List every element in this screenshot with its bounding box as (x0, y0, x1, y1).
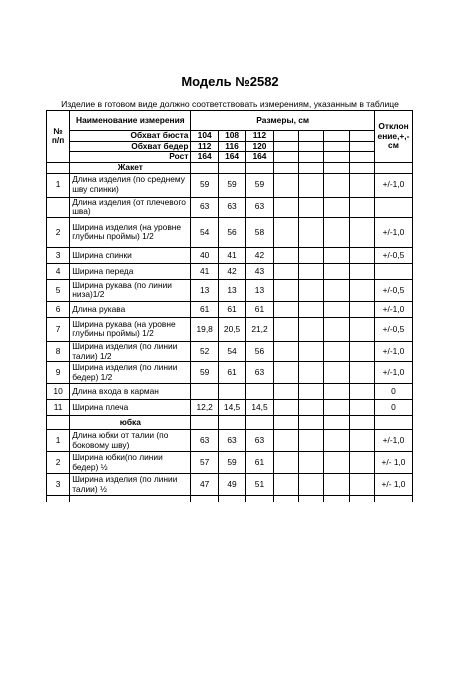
table-row (47, 430, 413, 452)
empty-cell (298, 131, 323, 142)
empty-cell (349, 317, 374, 341)
empty-cell (273, 217, 298, 247)
tolerance-cell: +/-1,0 (374, 173, 412, 197)
empty-cell (191, 162, 218, 173)
measurement-name: Длина рукава (70, 301, 191, 317)
table-row (47, 384, 413, 400)
value-cell: 61 (246, 301, 273, 317)
table-row (47, 263, 413, 279)
empty-cell (298, 247, 323, 263)
value-cell: 54 (191, 217, 218, 247)
empty-cell (273, 341, 298, 361)
empty-cell (324, 496, 349, 502)
empty-cell (218, 496, 245, 502)
tolerance-cell: +/- 1,0 (374, 474, 412, 496)
empty-cell (349, 141, 374, 152)
measurement-name: Ширина изделия (по линии бедер) 1/2 (70, 362, 191, 384)
empty-cell (324, 301, 349, 317)
empty-cell (273, 452, 298, 474)
value-cell: 21,2 (246, 317, 273, 341)
value-cell: 47 (191, 474, 218, 496)
measurement-name: Ширина спинки (70, 247, 191, 263)
empty-cell (349, 301, 374, 317)
value-cell: 59 (191, 362, 218, 384)
empty-cell (246, 496, 273, 502)
row-number: 6 (47, 301, 70, 317)
value-cell: 20,5 (218, 317, 245, 341)
empty-cell (273, 152, 298, 163)
tolerance-cell: +/- 1,0 (374, 452, 412, 474)
table-row (47, 301, 413, 317)
row-number: 8 (47, 341, 70, 361)
row-number: 11 (47, 400, 70, 416)
empty-cell (273, 162, 298, 173)
size-cell: 164 (191, 152, 218, 163)
empty-cell (273, 141, 298, 152)
empty-cell (273, 362, 298, 384)
value-cell: 63 (191, 430, 218, 452)
value-cell: 63 (191, 197, 218, 217)
row-number: 3 (47, 474, 70, 496)
row-number: 2 (47, 452, 70, 474)
empty-cell (298, 341, 323, 361)
table-row (47, 279, 413, 301)
value-cell: 40 (191, 247, 218, 263)
empty-cell (324, 430, 349, 452)
empty-cell (349, 384, 374, 400)
value-cell (246, 384, 273, 400)
empty-cell (298, 263, 323, 279)
value-cell: 13 (191, 279, 218, 301)
empty-cell (273, 384, 298, 400)
empty-cell (273, 474, 298, 496)
empty-cell (298, 217, 323, 247)
row-number: 5 (47, 279, 70, 301)
empty-cell (273, 400, 298, 416)
empty-cell (324, 263, 349, 279)
measurement-name: Длина входа в карман (70, 384, 191, 400)
empty-cell (47, 162, 70, 173)
value-cell: 59 (246, 173, 273, 197)
empty-cell (298, 384, 323, 400)
empty-cell (349, 400, 374, 416)
value-cell: 51 (246, 474, 273, 496)
empty-cell (273, 317, 298, 341)
value-cell: 61 (246, 452, 273, 474)
value-cell: 59 (218, 452, 245, 474)
value-cell: 42 (246, 247, 273, 263)
empty-cell (349, 131, 374, 142)
value-cell: 42 (218, 263, 245, 279)
size-cell: 164 (218, 152, 245, 163)
value-cell: 13 (218, 279, 245, 301)
empty-cell (298, 173, 323, 197)
value-cell: 63 (218, 197, 245, 217)
page-subtitle: Изделие в готовом виде должно соответствовать измерениям, указанным в таблице (61, 99, 399, 109)
empty-cell (273, 301, 298, 317)
value-cell: 19,8 (191, 317, 218, 341)
header-name: Наименование измерения (70, 111, 191, 131)
value-cell: 41 (218, 247, 245, 263)
empty-cell (273, 416, 298, 430)
size-cell: 164 (246, 152, 273, 163)
empty-cell (349, 279, 374, 301)
empty-cell (349, 430, 374, 452)
tolerance-cell: +/-0,5 (374, 317, 412, 341)
row-number: 9 (47, 362, 70, 384)
value-cell: 41 (191, 263, 218, 279)
row-number: 2 (47, 217, 70, 247)
empty-cell (324, 341, 349, 361)
value-cell: 63 (246, 362, 273, 384)
empty-cell (246, 162, 273, 173)
header-tolerance: Отклон ение,+,- см (374, 111, 412, 163)
value-cell (218, 384, 245, 400)
table-row (47, 173, 413, 197)
tolerance-cell: +/-1,0 (374, 341, 412, 361)
value-cell: 59 (191, 173, 218, 197)
table-row (47, 197, 413, 217)
empty-cell (324, 416, 349, 430)
empty-cell (374, 416, 412, 430)
value-cell: 61 (218, 362, 245, 384)
empty-cell (191, 496, 218, 502)
section-skirt: юбка (70, 416, 191, 430)
empty-cell (273, 279, 298, 301)
value-cell: 61 (218, 301, 245, 317)
value-cell: 56 (218, 217, 245, 247)
value-cell: 63 (246, 430, 273, 452)
row-number: 4 (47, 263, 70, 279)
empty-cell (349, 173, 374, 197)
empty-cell (349, 496, 374, 502)
empty-cell (349, 247, 374, 263)
measurement-name: Длина юбки от талии (по боковому шву) (70, 430, 191, 452)
empty-cell (298, 141, 323, 152)
table-row (47, 400, 413, 416)
value-cell: 13 (246, 279, 273, 301)
value-cell: 14,5 (218, 400, 245, 416)
value-cell: 52 (191, 341, 218, 361)
header-row-label: Обхват бедер (70, 141, 191, 152)
header-sizes: Размеры, см (191, 111, 375, 131)
empty-cell (374, 496, 412, 502)
empty-cell (273, 247, 298, 263)
value-cell: 57 (191, 452, 218, 474)
row-number: 3 (47, 247, 70, 263)
empty-cell (349, 362, 374, 384)
tolerance-cell: +/-0,5 (374, 279, 412, 301)
empty-cell (349, 452, 374, 474)
empty-cell (298, 496, 323, 502)
table-row (47, 496, 413, 502)
empty-cell (324, 217, 349, 247)
value-cell: 59 (218, 173, 245, 197)
empty-cell (349, 341, 374, 361)
empty-cell (298, 152, 323, 163)
value-cell: 54 (218, 341, 245, 361)
header-num (47, 111, 70, 163)
empty-cell (298, 400, 323, 416)
empty-cell (273, 496, 298, 502)
empty-cell (374, 162, 412, 173)
empty-cell (298, 301, 323, 317)
header-num-label: № п/п (51, 125, 65, 146)
tolerance-cell (374, 197, 412, 217)
empty-cell (298, 452, 323, 474)
table-row (47, 317, 413, 341)
empty-cell (349, 197, 374, 217)
table-row (47, 247, 413, 263)
measurement-name: Ширина юбки(по линии бедер) ½ (70, 452, 191, 474)
page-title: Модель №2582 (181, 74, 279, 89)
empty-cell (349, 416, 374, 430)
table-row (47, 452, 413, 474)
empty-cell (324, 400, 349, 416)
table-row (47, 341, 413, 361)
empty-cell (298, 430, 323, 452)
value-cell: 56 (246, 341, 273, 361)
tolerance-cell: +/-0,5 (374, 247, 412, 263)
empty-cell (349, 263, 374, 279)
empty-cell (273, 173, 298, 197)
empty-cell (218, 162, 245, 173)
empty-cell (324, 152, 349, 163)
measurement-name: Ширина переда (70, 263, 191, 279)
value-cell: 63 (218, 430, 245, 452)
empty-cell (298, 362, 323, 384)
value-cell: 43 (246, 263, 273, 279)
tolerance-cell: 0 (374, 400, 412, 416)
row-number: 7 (47, 317, 70, 341)
measurement-name: Ширина изделия (по линии талии) ½ (70, 474, 191, 496)
empty-cell (324, 173, 349, 197)
empty-cell (324, 247, 349, 263)
size-cell: 108 (218, 131, 245, 142)
empty-cell (273, 197, 298, 217)
row-number: 10 (47, 384, 70, 400)
empty-cell (273, 131, 298, 142)
header-row-label: Обхват бюста (70, 131, 191, 142)
empty-cell (324, 162, 349, 173)
tolerance-cell: +/-1,0 (374, 301, 412, 317)
row-number: 1 (47, 430, 70, 452)
table-row (47, 474, 413, 496)
empty-cell (298, 416, 323, 430)
empty-cell (324, 279, 349, 301)
tolerance-cell: +/-1,0 (374, 362, 412, 384)
empty-cell (298, 197, 323, 217)
value-cell: 49 (218, 474, 245, 496)
measurements-table (46, 110, 413, 502)
table-row (47, 362, 413, 384)
tolerance-cell: 0 (374, 384, 412, 400)
empty-cell (70, 496, 191, 502)
empty-cell (298, 317, 323, 341)
header-row-label: Рост (70, 152, 191, 163)
table-row (47, 217, 413, 247)
empty-cell (298, 474, 323, 496)
size-cell: 104 (191, 131, 218, 142)
section-row (47, 416, 413, 430)
empty-cell (349, 152, 374, 163)
value-cell (191, 384, 218, 400)
empty-cell (324, 131, 349, 142)
empty-cell (324, 384, 349, 400)
empty-cell (298, 279, 323, 301)
row-number (47, 197, 70, 217)
empty-cell (218, 416, 245, 430)
value-cell: 63 (246, 197, 273, 217)
measurement-name: Длина изделия (от плечевого шва) (70, 197, 191, 217)
empty-cell (47, 496, 70, 502)
empty-cell (191, 416, 218, 430)
empty-cell (349, 162, 374, 173)
empty-cell (273, 430, 298, 452)
tolerance-cell: +/-1,0 (374, 430, 412, 452)
empty-cell (324, 362, 349, 384)
measurement-name: Длина изделия (по среднему шву спинки) (70, 173, 191, 197)
size-cell: 116 (218, 141, 245, 152)
empty-cell (298, 162, 323, 173)
empty-cell (47, 416, 70, 430)
row-number: 1 (47, 173, 70, 197)
empty-cell (324, 197, 349, 217)
value-cell: 58 (246, 217, 273, 247)
empty-cell (349, 474, 374, 496)
measurement-name: Ширина рукава (по линии низа)1/2 (70, 279, 191, 301)
measurement-name: Ширина рукава (на уровне глубины проймы) 1/2 (70, 317, 191, 341)
empty-cell (324, 452, 349, 474)
tolerance-cell: +/-1,0 (374, 217, 412, 247)
value-cell: 12,2 (191, 400, 218, 416)
value-cell: 61 (191, 301, 218, 317)
empty-cell (273, 263, 298, 279)
empty-cell (324, 317, 349, 341)
value-cell: 14,5 (246, 400, 273, 416)
empty-cell (349, 217, 374, 247)
size-cell: 112 (246, 131, 273, 142)
measurement-name: Ширина изделия (на уровне глубины проймы) 1/2 (70, 217, 191, 247)
empty-cell (324, 474, 349, 496)
measurement-name: Ширина плеча (70, 400, 191, 416)
size-cell: 120 (246, 141, 273, 152)
empty-cell (324, 141, 349, 152)
empty-cell (246, 416, 273, 430)
size-cell: 112 (191, 141, 218, 152)
measurement-name: Ширина изделия (по линии талии) 1/2 (70, 341, 191, 361)
section-jacket: Жакет (70, 162, 191, 173)
tolerance-cell (374, 263, 412, 279)
